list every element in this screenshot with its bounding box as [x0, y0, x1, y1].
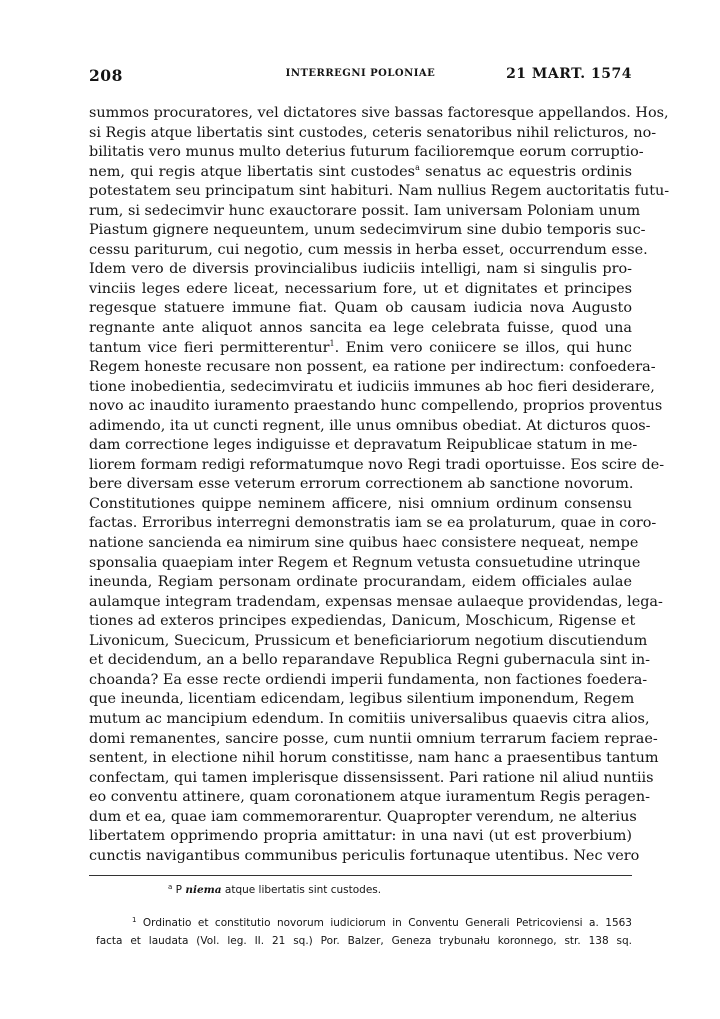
- text-fragment: . Enim vero coniicere se illos, qui hunc: [334, 339, 632, 356]
- footnote-separator: [89, 875, 632, 876]
- footnote-1-text: Ordinatio et constitutio novorum iudiciorum in Conventu Generali Petricoviensi a. 1563: [142, 917, 632, 929]
- footnote-1-line: [96, 914, 632, 932]
- text-line: dam correctione leges indiguisse et depravatum Reipublicae statum in me-: [89, 437, 638, 454]
- footnote-a-word: niema: [185, 884, 222, 896]
- running-title: INTERREGNI POLONIAE: [285, 68, 436, 79]
- text-line: tiones ad exteros principes expediendas, Danicum, Moschicum, Rigense et: [89, 613, 636, 630]
- footnote-marker-a: a: [415, 162, 420, 172]
- text-line: natione sancienda ea nimirum sine quibus haec consistere nequeat, nempe: [89, 535, 639, 552]
- footnote-a: [168, 884, 381, 896]
- text-line: mutum ac mancipium edendum. In comitiis universalibus quaevis citra alios,: [89, 710, 650, 727]
- text-line: cunctis navigantibus communibus periculis fortunaque utentibus. Nec vero: [89, 847, 640, 864]
- text-line: regesque statuere immune fiat. Quam ob causam iudicia nova Augusto: [89, 300, 632, 317]
- text-line: choanda? Ea esse recte ordiendi imperii fundamenta, non factiones foedera-: [89, 671, 648, 688]
- text-line: que ineunda, licentiam edicendam, legibus silentium imponendum, Regem: [89, 691, 635, 708]
- text-line: aulamque integram tradendam, expensas mensae aulaeque providendas, lega-: [89, 593, 663, 610]
- text-line: domi remanentes, sancire posse, cum nuntii omnium terrarum faciem reprae-: [89, 730, 658, 747]
- text-line: adimendo, ita ut cuncti regnent, ille unus omnibus obediat. At dicturos quos-: [89, 417, 651, 434]
- footnote-a-prefix: P: [175, 884, 182, 896]
- text-fragment: nem, qui regis atque libertatis sint custodes: [89, 163, 416, 180]
- text-line: eo conventu attinere, quam coronationem atque iuramentum Regis peragen-: [89, 789, 650, 806]
- header-date: 21 MART. 1574: [506, 66, 632, 82]
- text-line: regnante ante aliquot annos sancita ea lege celebrata fuisse, quod una: [89, 320, 632, 337]
- footnote-marker-1: 1: [329, 338, 335, 348]
- footnote-1: [96, 914, 632, 950]
- text-line: potestatem seu principatum sint habituri. Nam nullius Regem auctoritatis futu-: [89, 183, 670, 200]
- text-line-with-note: [89, 163, 632, 183]
- text-line: Idem vero de diversis provincialibus iudiciis intelligi, nam si singulis pro-: [89, 261, 632, 278]
- text-line: confectam, qui tamen implerisque dissensissent. Pari ratione nil aliud nuntiis: [89, 769, 654, 786]
- text-line: Piastum gignere nequeuntem, unum sedecimvirum sine dubio temporis suc-: [89, 222, 646, 239]
- text-fragment: tantum vice fieri permitterentur: [89, 339, 330, 356]
- text-line: vinciis leges edere liceat, necessarium fore, ut et dignitates et principes: [89, 280, 632, 297]
- footnote-1-line: facta et laudata (Vol. leg. II. 21 sq.) Por. Balzer, Geneza trybunału koronnego, str. 138 sq.: [96, 935, 632, 947]
- footnote-1-marker: 1: [132, 916, 137, 924]
- text-line: summos procuratores, vel dictatores sive bassas factoresque appellandos. Hos,: [89, 105, 669, 121]
- text-line: rum, si sedecimvir hunc exauctorare possit. Iam universam Poloniam unum: [89, 202, 641, 219]
- running-header: [89, 62, 632, 88]
- body-text: [89, 104, 670, 866]
- text-line: ineunda, Regiam personam ordinate procurandam, eidem officiales aulae: [89, 574, 632, 591]
- footnote-a-marker: a: [168, 883, 173, 891]
- text-line: Regem honeste recusare non possent, ea ratione per indirectum: confoedera-: [89, 359, 656, 376]
- text-line: sponsalia quaepiam inter Regem et Regnum vetusta consuetudine utrinque: [89, 554, 641, 571]
- text-line: novo ac inaudito iuramento praestando hunc compellendo, proprios proventus: [89, 398, 663, 415]
- text-line: Livonicum, Suecicum, Prussicum et beneficiariorum negotium discutiendum: [89, 632, 648, 649]
- text-line: factas. Erroribus interregni demonstratis iam se ea prolaturum, quae in coro-: [89, 515, 657, 532]
- text-line: Constitutiones quippe neminem afficere, nisi omnium ordinum consensu: [89, 495, 632, 512]
- text-line: sentent, in electione nihil horum constitisse, nam hanc a praesentibus tantum: [89, 750, 659, 767]
- text-line: cessu pariturum, cui negotio, cum messis in herba esset, occurrendum esse.: [89, 241, 648, 258]
- text-line: tione inobedientia, sedecimviratu et iudiciis immunes ab hoc fieri desiderare,: [89, 378, 655, 395]
- text-line: si Regis atque libertatis sint custodes, ceteris senatoribus nihil relicturos, no-: [89, 124, 657, 141]
- page-number: 208: [89, 66, 123, 85]
- text-line: liorem formam redigi reformatumque novo Regi tradi oportuisse. Eos scire de-: [89, 456, 665, 473]
- text-line-with-note: [89, 339, 632, 359]
- text-line: bere diversam esse veterum errorum correctionem ab sanctione novorum.: [89, 476, 634, 493]
- text-line: libertatem opprimendo propria amittatur: in una navi (ut est proverbium): [89, 828, 632, 845]
- text-line: bilitatis vero munus multo deterius futurum facilioremque eorum corruptio-: [89, 144, 644, 161]
- text-line: et decidendum, an a bello reparandave Republica Regni gubernacula sint in-: [89, 652, 651, 669]
- footnote-a-text: atque libertatis sint custodes.: [224, 884, 382, 896]
- text-fragment: senatus ac equestris ordinis: [419, 163, 632, 180]
- text-line: dum et ea, quae iam commemorarentur. Quapropter verendum, ne alterius: [89, 808, 637, 825]
